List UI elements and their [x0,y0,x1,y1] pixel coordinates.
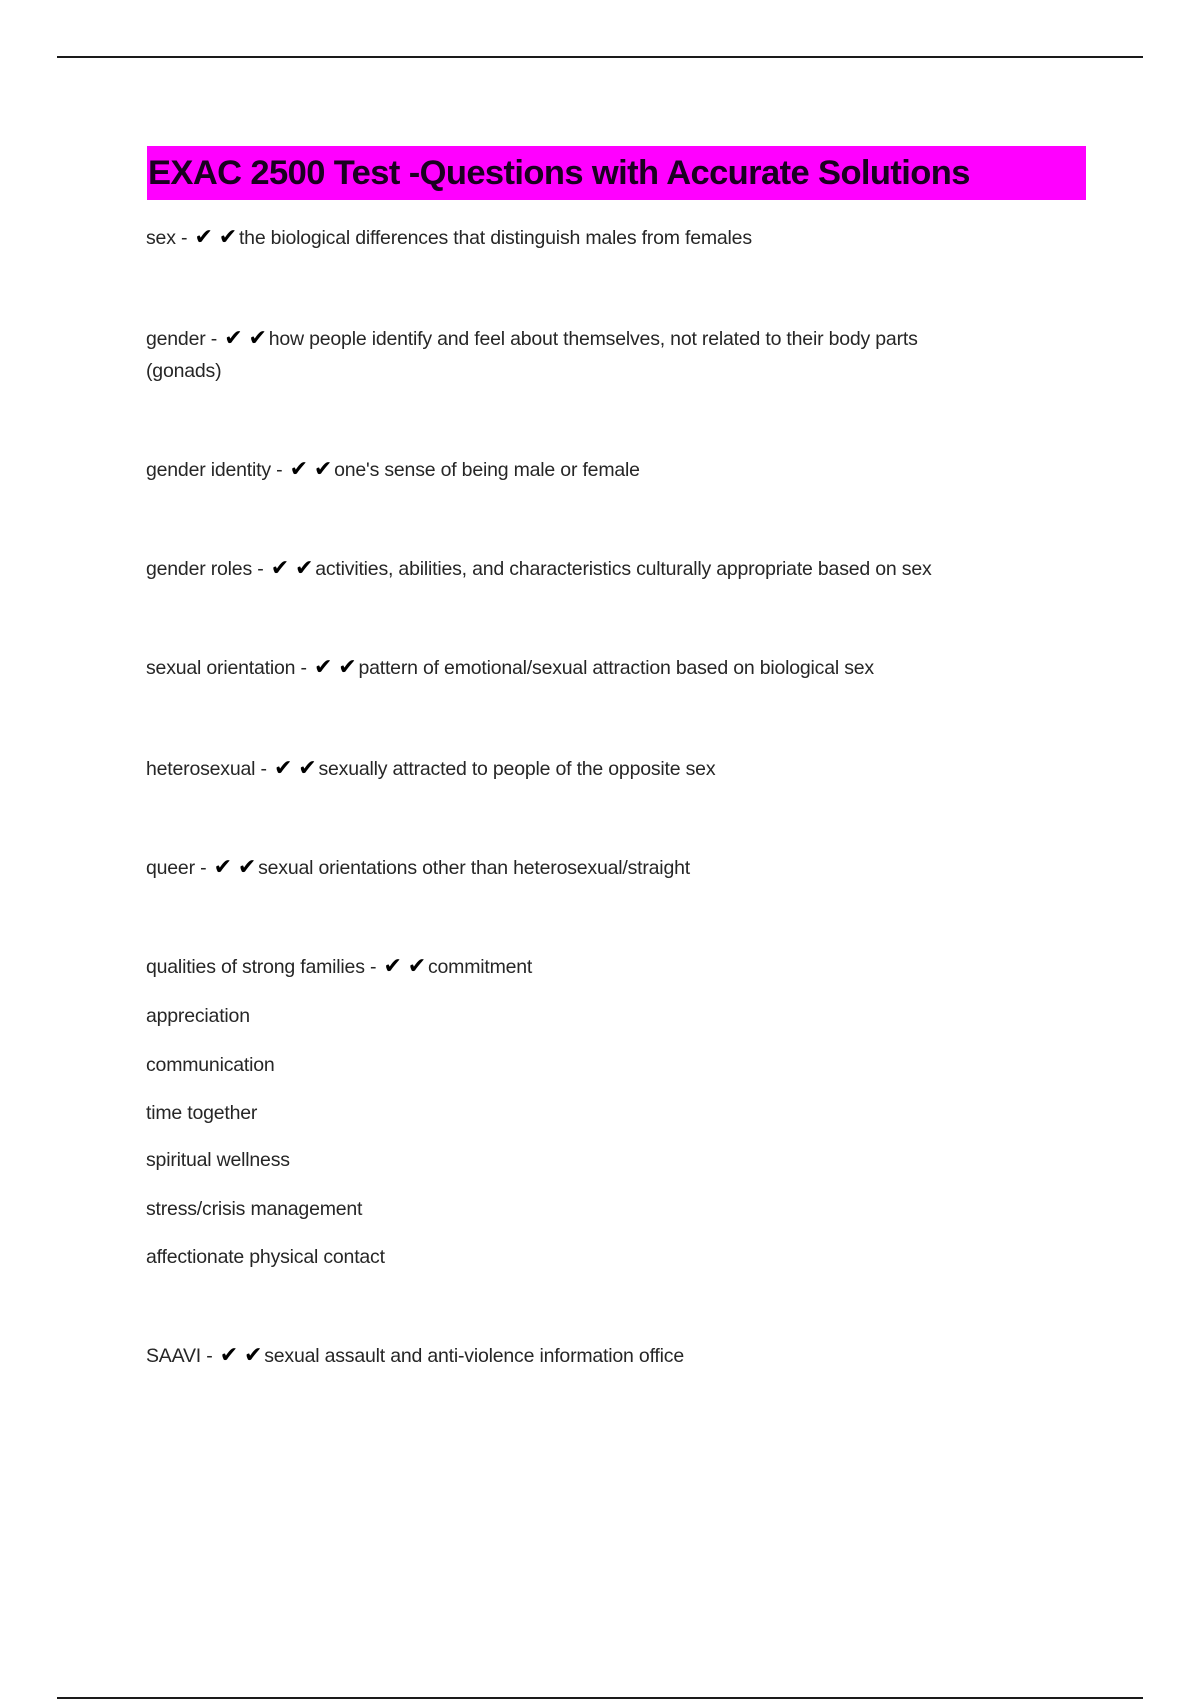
qa-entry-qualities-of-strong-families [146,951,1096,983]
definition: commitment [427,956,533,978]
qa-entry-sexual-orientation [146,652,1096,684]
list-item: stress/crisis management [146,1198,363,1220]
definition: sexual orientations other than heterosexual/straight [258,857,690,879]
check-icon: ✔ [289,457,308,482]
definition: one's sense of being male or female [334,459,640,481]
definition: sexually attracted to people of the opposite sex [318,758,716,780]
check-icon: ✔ [298,756,317,781]
check-icon: ✔ [407,954,426,979]
term: gender [146,328,206,350]
term: sexual orientation [146,657,296,679]
definition: how people identify and feel about themselves, not related to their body parts [268,328,918,350]
document-title: EXAC 2500 Test -Questions with Accurate Solutions [148,153,970,192]
check-icon: ✔ [338,655,357,680]
term: gender roles [146,558,253,580]
separator: - [270,459,288,481]
qa-entry-saavi [146,1340,1096,1372]
qa-entry-queer [146,852,1096,884]
qa-entry-gender-identity [146,454,1096,486]
term: queer [146,857,195,879]
check-icon: ✔ [294,556,314,581]
separator: - [201,1345,218,1367]
definition: the biological differences that distinguish males from females [238,227,752,249]
check-icon: ✔ [237,855,257,880]
definition: activities, abilities, and characteristics culturally appropriate based on sex [315,558,932,580]
qa-entry-sex [146,222,1096,254]
check-icon: ✔ [313,457,333,482]
check-icon: ✔ [248,326,267,351]
term: heterosexual [146,758,256,780]
header-rule [57,56,1143,58]
separator: - [194,857,212,879]
separator: - [364,956,382,978]
footer-rule [57,1697,1143,1699]
definition: pattern of emotional/sexual attraction based on biological sex [358,657,874,679]
list-item: communication [146,1054,275,1076]
check-icon: ✔ [313,655,333,680]
check-icon: ✔ [219,1343,238,1368]
list-item: time together [146,1102,258,1124]
separator: - [175,227,193,249]
term: sex [146,227,176,249]
qa-entry-heterosexual [146,753,1096,785]
separator: - [295,657,312,679]
check-icon: ✔ [274,756,293,781]
check-icon: ✔ [383,954,402,979]
list-item: affectionate physical contact [146,1246,385,1268]
document-title-highlight [147,146,1086,200]
check-icon: ✔ [194,225,213,250]
list-item: appreciation [146,1005,250,1027]
definition: sexual assault and anti-violence information office [264,1345,684,1367]
separator: - [255,758,272,780]
check-icon: ✔ [224,326,243,351]
term: SAAVI [146,1345,201,1367]
term: gender identity [146,459,271,481]
list-item: spiritual wellness [146,1149,290,1171]
check-icon: ✔ [213,855,232,880]
term: qualities of strong families [146,956,365,978]
qa-entry-gender-roles [146,553,1096,585]
check-icon: ✔ [243,1343,263,1368]
separator: - [205,328,223,350]
definition-continuation: (gonads) [146,360,222,382]
check-icon: ✔ [218,225,237,250]
separator: - [252,558,269,580]
check-icon: ✔ [270,556,289,581]
qa-entry-gender [146,323,1096,355]
